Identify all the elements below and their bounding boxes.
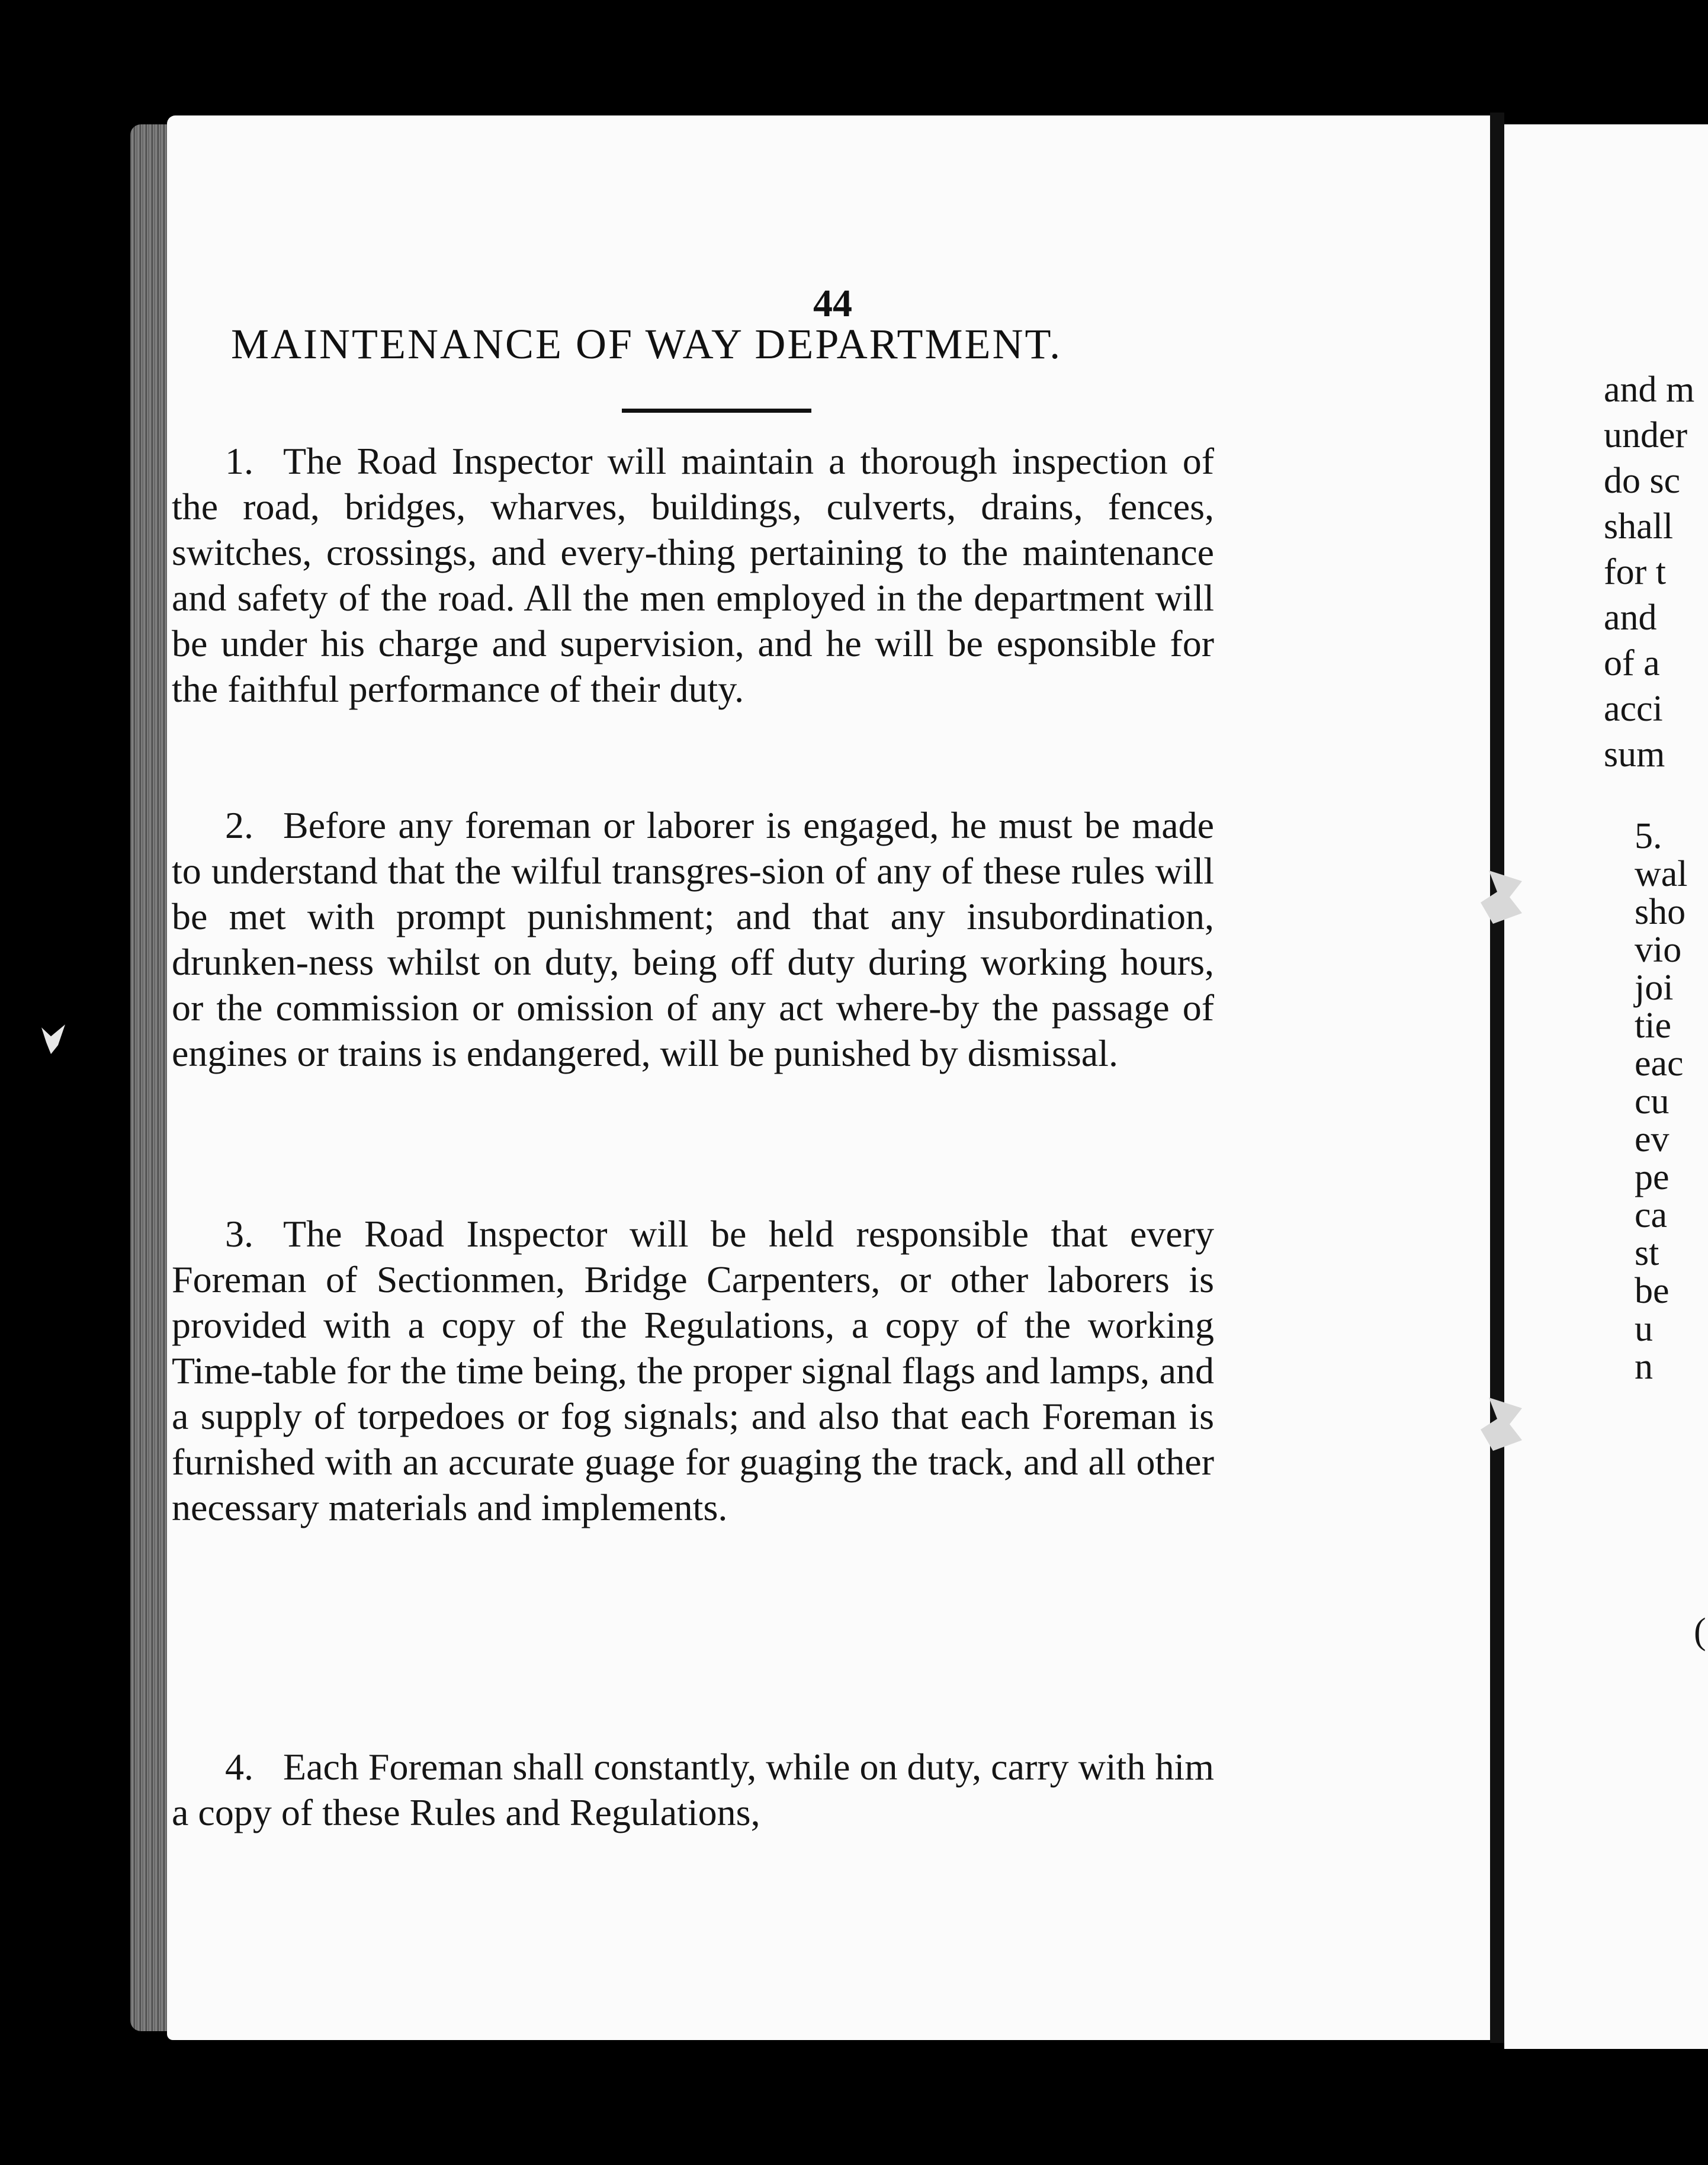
paragraph-4 xyxy=(172,1744,1214,1835)
paragraph-3 xyxy=(172,1211,1214,1530)
heading-rule xyxy=(622,409,811,413)
scan-speck xyxy=(41,1024,65,1054)
paragraph-2 xyxy=(172,802,1214,1076)
page-number: 44 xyxy=(813,282,852,325)
paragraph-number: 4. xyxy=(225,1746,253,1788)
paragraph-1 xyxy=(172,438,1214,712)
right-page-fragment-bottom: ( xyxy=(1694,1611,1706,1652)
paragraph-number: 1. xyxy=(225,440,253,482)
paragraph-text: Before any foreman or laborer is engaged, he must be made to understand that the wilful transgres-sion of any of these rules will be met with prompt punishment; and that any insubordination, drunken-ness whilst on duty, being off duty during working hours, or the commission or omission of any act where-by the passage of engines or trains is endangered, will be punished by dismissal. xyxy=(172,804,1214,1074)
paragraph-number: 3. xyxy=(225,1213,253,1255)
right-page-fragment-mid: 5. wal sho vio joi tie eac cu ev pe ca st be u n xyxy=(1635,816,1688,1387)
right-page-fragment-top: and m under do sc shall for t and of a acci sum xyxy=(1604,370,1695,775)
section-heading: MAINTENANCE OF WAY DEPARTMENT. xyxy=(231,320,1062,368)
paragraph-text: The Road Inspector will be held responsible that every Foreman of Sectionmen, Bridge Carpenters, or other laborers is provided with a copy of the Regulations, a copy of the working Time-table for the time being, the proper signal flags and lamps, and a supply of torpedoes or fog signals; and also that each Foreman is furnished with an accurate guage for guaging the track, and all other necessary materials and implements. xyxy=(172,1213,1214,1528)
paragraph-text: The Road Inspector will maintain a thorough inspection of the road, bridges, wharves, buildings, culverts, drains, fences, switches, crossings, and every-thing pertaining to the maintenance and safety of the road. All the men employed in the department will be under his charge and supervision, and he will be esponsible for the faithful performance of their duty. xyxy=(172,440,1214,710)
book-spine xyxy=(1490,113,1504,2043)
paragraph-number: 2. xyxy=(225,804,253,846)
paragraph-text: Each Foreman shall constantly, while on duty, carry with him a copy of these Rules and Regulations, xyxy=(172,1746,1214,1833)
